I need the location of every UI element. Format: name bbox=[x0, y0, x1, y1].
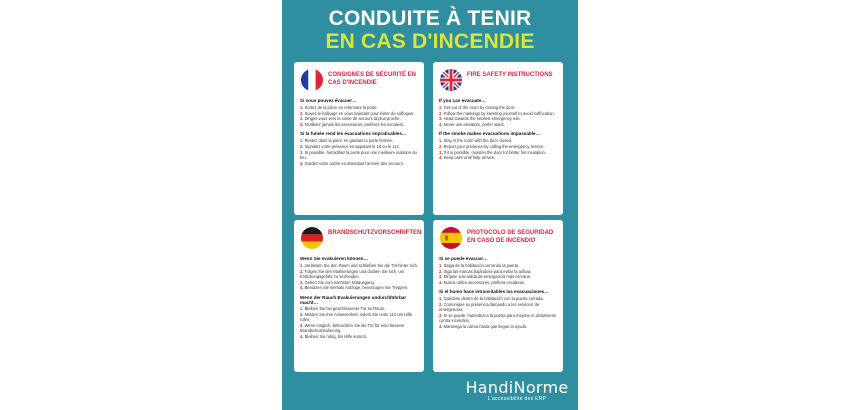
item-number: 1. bbox=[439, 262, 444, 268]
instruction-list bbox=[439, 263, 558, 286]
item-text: Follow the markings by lowering yourself to avoid suffocation. bbox=[443, 110, 555, 116]
instruction-item bbox=[300, 323, 419, 333]
item-text: If it is possible, moisten the door for better fire insulation. bbox=[443, 149, 546, 155]
item-number: 3. bbox=[439, 274, 444, 280]
instruction-section bbox=[439, 289, 558, 329]
card-title: BRANDSCHUTZVORSCHRIFTEN bbox=[328, 230, 422, 236]
item-number: 2. bbox=[300, 143, 305, 149]
item-text: Bleiben Sie bei geschlossener Tür im Raum. bbox=[304, 306, 386, 312]
instruction-item bbox=[300, 312, 419, 322]
item-text: Dirigez-vous vers la sortie de secours la plus proche. bbox=[304, 116, 401, 122]
card-german bbox=[294, 220, 424, 372]
instruction-item bbox=[300, 122, 419, 127]
instruction-section bbox=[439, 256, 558, 285]
instruction-list bbox=[439, 296, 558, 329]
item-number: 4. bbox=[300, 285, 305, 291]
item-number: 1. bbox=[300, 306, 305, 312]
item-text: Melden Sie Ihre Anwesenheit, indem Sie unter 112 um Hilfe rufen. bbox=[300, 312, 413, 323]
item-number: 2. bbox=[439, 301, 444, 307]
instruction-list bbox=[300, 263, 419, 291]
item-number: 2. bbox=[439, 110, 444, 116]
section-heading: Si se puede evacuar… bbox=[439, 256, 488, 261]
item-number: 1. bbox=[439, 296, 444, 301]
instruction-list bbox=[300, 105, 419, 128]
handinorme-logo bbox=[462, 378, 572, 402]
item-text: Nunca utilice ascensores, prefiera escaleras. bbox=[443, 280, 526, 286]
card-title: CONSIGNES DE SÉCURITÉ EN CAS D'INCENDIE bbox=[328, 72, 417, 86]
item-number: 4. bbox=[300, 334, 305, 340]
instruction-item bbox=[439, 105, 558, 110]
instruction-item bbox=[300, 269, 419, 279]
instruction-item bbox=[300, 116, 419, 121]
instruction-item bbox=[439, 296, 558, 301]
item-text: Suivez le balisage en vous baissant pour éviter de suffoquer. bbox=[304, 110, 415, 116]
instruction-section bbox=[300, 256, 419, 291]
item-number: 4. bbox=[439, 280, 444, 286]
item-text: Get out of the room by closing the door. bbox=[443, 104, 516, 110]
instruction-list bbox=[300, 138, 419, 166]
germany-flag-icon bbox=[301, 227, 323, 249]
instruction-item bbox=[439, 138, 558, 143]
item-text: Si se puede, humedezca la puerta para mejorar el aislamiento contra incendios. bbox=[439, 312, 557, 323]
item-text: Restez dans la pièce en gardant la porte fermée. bbox=[304, 138, 394, 143]
instruction-item bbox=[300, 280, 419, 285]
item-number: 4. bbox=[439, 122, 444, 128]
brand-tagline: L'accessibilité des ERP bbox=[487, 396, 547, 402]
item-number: 3. bbox=[300, 149, 305, 155]
item-number: 1. bbox=[300, 104, 305, 110]
item-text: Head towards the nearest emergency exit. bbox=[443, 116, 521, 122]
france-flag-icon bbox=[301, 69, 323, 91]
instruction-section bbox=[439, 98, 558, 127]
item-text: Signalez votre présence en appelant le 18 ou le 112. bbox=[304, 143, 400, 149]
instruction-list bbox=[300, 306, 419, 339]
card-title: FIRE SAFETY INSTRUCTIONS bbox=[467, 72, 553, 78]
instruction-item bbox=[439, 263, 558, 268]
section-heading: Si vous pouvez évacuer… bbox=[300, 98, 357, 103]
instruction-item bbox=[300, 285, 419, 290]
item-number: 3. bbox=[439, 312, 444, 318]
card-french bbox=[294, 62, 424, 215]
item-text: Salga de la habitación cerrando la puerta. bbox=[443, 262, 520, 268]
item-number: 3. bbox=[439, 149, 444, 155]
section-heading: Wenn der Rauch Evakuierungen undurchführbar macht… bbox=[300, 294, 407, 305]
instruction-list bbox=[439, 138, 558, 161]
item-number: 4. bbox=[300, 160, 305, 166]
instruction-item bbox=[300, 105, 419, 110]
card-spanish bbox=[433, 220, 563, 372]
item-text: N'utilisez jamais les ascenseurs, préférez les escaliers. bbox=[304, 122, 405, 128]
instruction-item bbox=[300, 111, 419, 116]
instruction-item bbox=[300, 138, 419, 143]
item-text: Sortez de la pièce en refermant la porte. bbox=[304, 104, 378, 110]
poster-title-line1: CONDUITE À TENIR bbox=[328, 7, 532, 30]
item-text: Gehen Sie zum nächsten Notausgang. bbox=[304, 279, 375, 285]
instruction-item bbox=[300, 150, 419, 160]
item-number: 3. bbox=[300, 116, 305, 122]
poster-title-line2: EN CAS D'INCENDIE bbox=[325, 30, 535, 53]
item-number: 1. bbox=[300, 138, 305, 143]
item-text: Report your presence by calling the emergency service. bbox=[443, 143, 545, 149]
item-number: 2. bbox=[300, 312, 305, 318]
instruction-item bbox=[439, 313, 558, 323]
card-content bbox=[439, 98, 558, 165]
instruction-item bbox=[439, 302, 558, 312]
item-number: 3. bbox=[300, 279, 305, 285]
section-heading: If the smoke makes evacuations impassable… bbox=[439, 131, 541, 137]
instruction-item bbox=[439, 150, 558, 155]
item-number: 2. bbox=[439, 268, 444, 274]
instruction-item bbox=[300, 263, 419, 268]
card-content bbox=[439, 256, 558, 333]
instruction-section bbox=[439, 131, 558, 160]
instruction-item bbox=[439, 144, 558, 149]
instruction-section bbox=[300, 295, 419, 340]
instruction-item bbox=[439, 280, 558, 285]
item-text: Wenn möglich, befeuchten Sie die Tür für eine bessere Brandschutzisolierung. bbox=[300, 323, 405, 334]
instruction-item bbox=[439, 324, 558, 329]
item-text: Diríjase a la salida de emergencia más cercana. bbox=[443, 274, 531, 280]
brand-name: HandiNorme bbox=[465, 378, 569, 397]
instruction-section bbox=[300, 98, 419, 127]
instruction-item bbox=[439, 122, 558, 127]
item-text: Siga las marcas bajándose para evitar la asfixia. bbox=[443, 268, 532, 274]
instruction-item bbox=[300, 334, 419, 339]
instruction-item bbox=[439, 155, 558, 160]
item-text: Folgen Sie den Markierungen und ducken Sie sich, um Erstickungsgefahr zu vermeiden. bbox=[300, 268, 405, 279]
card-content bbox=[300, 256, 419, 343]
instruction-section bbox=[300, 131, 419, 166]
item-text: Quédese dentro de la habitación con la puerta cerrada. bbox=[443, 296, 544, 301]
card-english bbox=[433, 62, 563, 215]
instruction-item bbox=[300, 161, 419, 166]
item-text: Stay in the room with the door closed. bbox=[443, 138, 513, 143]
item-number: 1. bbox=[439, 138, 444, 143]
item-text: Bleiben Sie ruhig, bis Hilfe kommt. bbox=[304, 334, 367, 340]
instruction-item bbox=[300, 306, 419, 311]
item-text: Gardez votre calme en attendant l'arrivée des secours. bbox=[304, 160, 404, 166]
item-text: Never use elevators, prefer stairs. bbox=[443, 122, 505, 128]
item-number: 2. bbox=[439, 143, 444, 149]
section-heading: If you can evacuate… bbox=[439, 98, 486, 103]
card-title: PROTOCOLO DE SEGURIDAD EN CASO DE INCENDIO bbox=[467, 230, 554, 244]
section-heading: Si la fumée rend les évacuations impraticables… bbox=[300, 131, 407, 137]
card-content bbox=[300, 98, 419, 170]
instruction-list bbox=[439, 105, 558, 128]
item-number: 2. bbox=[300, 110, 305, 116]
section-heading: Si el humo hace intransitables las evacuaciones… bbox=[439, 289, 549, 295]
item-text: Comunique su presencia llamando a los servicios de emergencias. bbox=[439, 301, 540, 312]
instruction-item bbox=[300, 144, 419, 149]
section-heading: Wenn Sie evakuieren können… bbox=[300, 256, 369, 261]
item-number: 4. bbox=[439, 323, 444, 329]
item-text: Benutzen Sie niemals Aufzüge, bevorzugen Sie Treppen. bbox=[304, 285, 409, 291]
item-number: 1. bbox=[300, 262, 305, 268]
item-number: 4. bbox=[439, 155, 444, 161]
item-number: 2. bbox=[300, 268, 305, 274]
instruction-item bbox=[439, 111, 558, 116]
instruction-item bbox=[439, 269, 558, 274]
item-text: Keep calm until help arrives. bbox=[443, 155, 495, 161]
item-text: Verlassen Sie den Raum und schließen Sie die Tür hinter sich. bbox=[304, 262, 419, 268]
spain-flag-icon bbox=[440, 227, 462, 249]
fire-safety-poster bbox=[282, 0, 578, 410]
instruction-item bbox=[439, 274, 558, 279]
item-text: Mantenga la calma hasta que llegue la ayuda. bbox=[443, 323, 528, 329]
item-number: 1. bbox=[439, 104, 444, 110]
uk-flag-icon bbox=[440, 69, 462, 91]
instruction-item bbox=[439, 116, 558, 121]
item-number: 3. bbox=[439, 116, 444, 122]
item-text: Si possible, humidifiez la porte pour une meilleure isolation du feu. bbox=[300, 149, 417, 160]
item-number: 4. bbox=[300, 122, 305, 128]
item-number: 3. bbox=[300, 323, 305, 329]
